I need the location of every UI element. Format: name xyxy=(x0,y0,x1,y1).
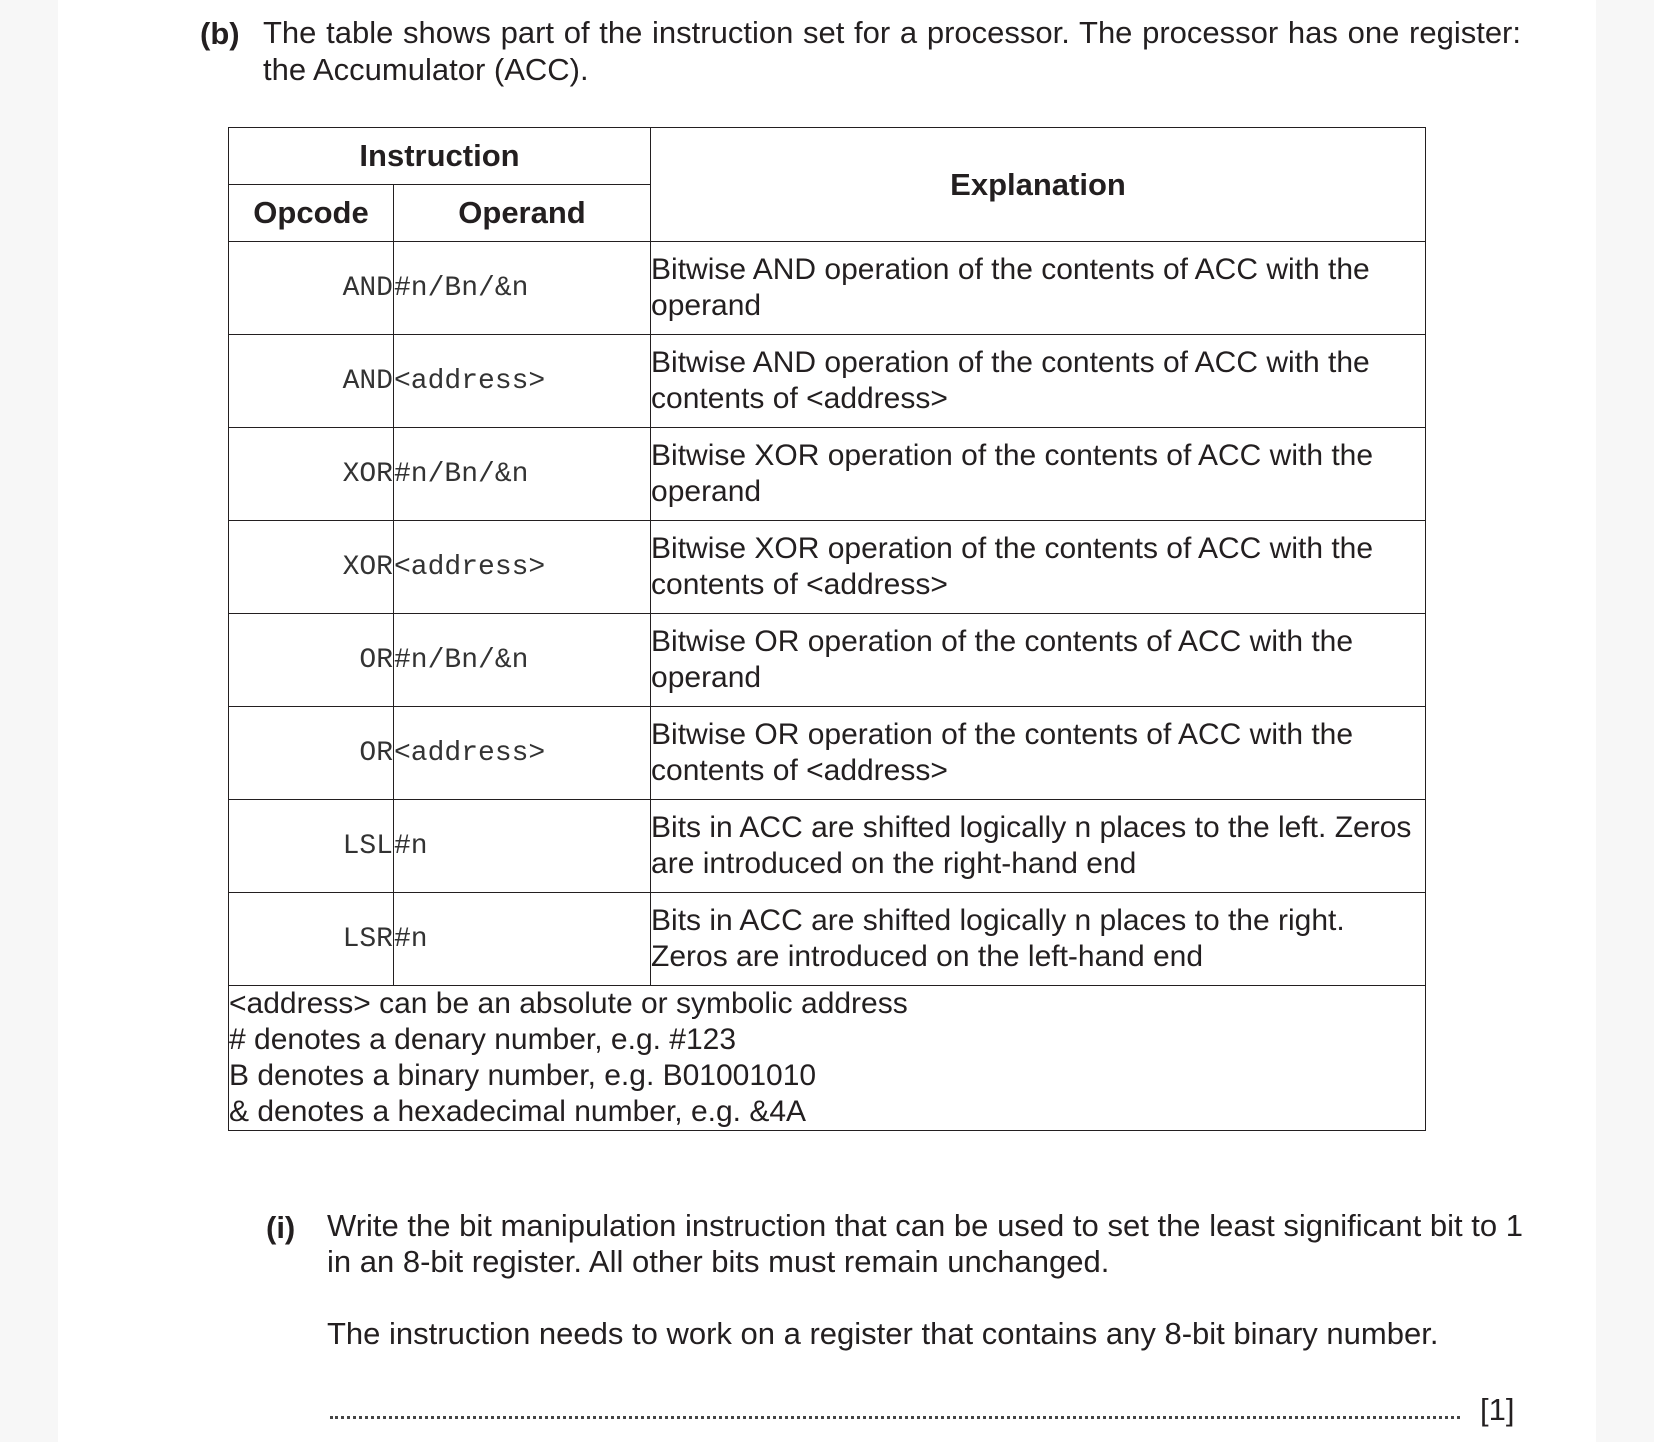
operand-cell: <address> xyxy=(394,521,651,614)
table-row xyxy=(229,707,1426,800)
header-instruction: Instruction xyxy=(229,128,651,185)
instruction-set-table xyxy=(228,127,1426,1131)
opcode-cell: XOR xyxy=(229,428,394,521)
operand-cell: #n xyxy=(394,800,651,893)
table-row xyxy=(229,800,1426,893)
opcode-cell: OR xyxy=(229,707,394,800)
operand-cell: #n/Bn/&n xyxy=(394,428,651,521)
header-operand: Operand xyxy=(394,185,651,242)
operand-cell: #n/Bn/&n xyxy=(394,614,651,707)
opcode-cell: AND xyxy=(229,242,394,335)
operand-cell: <address> xyxy=(394,335,651,428)
note-line: & denotes a hexadecimal number, e.g. &4A xyxy=(229,1095,807,1128)
notes-row xyxy=(229,986,1426,1131)
opcode-cell: LSL xyxy=(229,800,394,893)
opcode-cell: LSR xyxy=(229,893,394,986)
opcode-cell: XOR xyxy=(229,521,394,614)
subquestion-text-2: The instruction needs to work on a register that contains any 8-bit binary number. xyxy=(327,1316,1439,1351)
question-intro: The table shows part of the instruction set for a processor. The processor has one register: the Accumulator (ACC). xyxy=(263,15,1521,87)
explanation-cell: Bits in ACC are shifted logically n places to the left. Zeros are introduced on the right-hand end xyxy=(651,800,1426,893)
table-row xyxy=(229,614,1426,707)
table-row xyxy=(229,242,1426,335)
explanation-cell: Bitwise AND operation of the contents of ACC with the contents of <address> xyxy=(651,335,1426,428)
operand-cell: #n/Bn/&n xyxy=(394,242,651,335)
subquestion-text: Write the bit manipulation instruction that can be used to set the least significant bit to 1 in an 8-bit register. All other bits must remain unchanged. xyxy=(327,1208,1523,1279)
table-row xyxy=(229,428,1426,521)
table-row xyxy=(229,521,1426,614)
operand-cell: <address> xyxy=(394,707,651,800)
opcode-cell: AND xyxy=(229,335,394,428)
explanation-cell: Bitwise OR operation of the contents of ACC with the operand xyxy=(651,614,1426,707)
answer-line[interactable] xyxy=(330,1416,1460,1419)
marks-label: [1] xyxy=(1480,1392,1515,1427)
table-row xyxy=(229,893,1426,986)
part-label: (b) xyxy=(200,16,240,51)
page-margin-right xyxy=(1596,0,1654,1442)
note-line: B denotes a binary number, e.g. B01001010 xyxy=(229,1059,817,1092)
explanation-cell: Bitwise XOR operation of the contents of ACC with the operand xyxy=(651,428,1426,521)
notes-cell xyxy=(229,986,1426,1131)
explanation-cell: Bits in ACC are shifted logically n places to the right. Zeros are introduced on the left-hand end xyxy=(651,893,1426,986)
operand-cell: #n xyxy=(394,893,651,986)
explanation-cell: Bitwise OR operation of the contents of ACC with the contents of <address> xyxy=(651,707,1426,800)
page-margin-left xyxy=(0,0,58,1442)
note-line: # denotes a denary number, e.g. #123 xyxy=(229,1023,737,1056)
subquestion-label: (i) xyxy=(266,1210,296,1245)
header-opcode: Opcode xyxy=(229,185,394,242)
opcode-cell: OR xyxy=(229,614,394,707)
explanation-cell: Bitwise AND operation of the contents of ACC with the operand xyxy=(651,242,1426,335)
table-row xyxy=(229,335,1426,428)
header-explanation: Explanation xyxy=(651,128,1426,242)
note-line: <address> can be an absolute or symbolic address xyxy=(229,987,908,1020)
explanation-cell: Bitwise XOR operation of the contents of ACC with the contents of <address> xyxy=(651,521,1426,614)
